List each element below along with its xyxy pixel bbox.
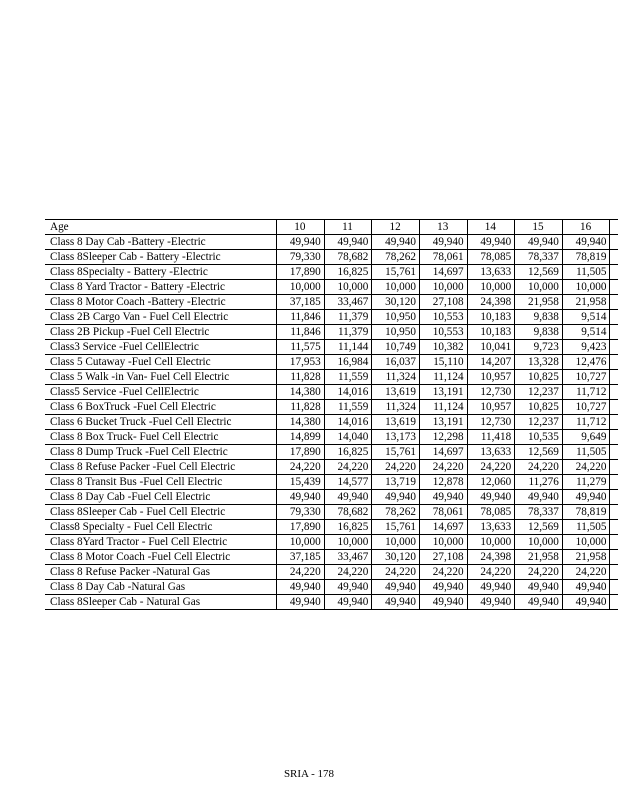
value-cell: 49,940 (324, 580, 372, 595)
value-cell: 24,398 (467, 295, 515, 310)
value-cell: 49,940 (419, 235, 467, 250)
value-cell: 10,957 (467, 400, 515, 415)
value-cell: 49,940 (277, 595, 325, 610)
truncated-column (610, 415, 618, 430)
value-cell: 78,682 (324, 505, 372, 520)
table-row (45, 355, 618, 370)
value-cell: 49,940 (372, 235, 420, 250)
value-cell: 10,000 (467, 535, 515, 550)
value-cell: 9,514 (562, 325, 610, 340)
value-cell: 78,085 (467, 250, 515, 265)
value-cell: 78,061 (419, 250, 467, 265)
value-cell: 24,220 (515, 460, 563, 475)
value-cell: 24,220 (372, 565, 420, 580)
table-row (45, 385, 618, 400)
table-row (45, 430, 618, 445)
value-cell: 49,940 (467, 490, 515, 505)
value-cell: 24,220 (324, 460, 372, 475)
value-cell: 14,380 (277, 415, 325, 430)
value-cell: 10,000 (277, 280, 325, 295)
vehicle-age-table (45, 219, 618, 610)
vehicle-type-label: Class 8 Refuse Packer -Fuel Cell Electric (45, 460, 277, 475)
truncated-column (610, 595, 618, 610)
value-cell: 16,825 (324, 265, 372, 280)
value-cell: 37,185 (277, 550, 325, 565)
value-cell: 13,619 (372, 415, 420, 430)
value-cell: 49,940 (515, 580, 563, 595)
value-cell: 15,761 (372, 265, 420, 280)
truncated-column (610, 235, 618, 250)
value-cell: 49,940 (515, 490, 563, 505)
table-row (45, 580, 618, 595)
value-cell: 49,940 (277, 490, 325, 505)
value-cell: 49,940 (562, 235, 610, 250)
value-cell: 10,000 (324, 535, 372, 550)
value-cell: 16,825 (324, 445, 372, 460)
value-cell: 13,633 (467, 520, 515, 535)
table-row (45, 445, 618, 460)
value-cell: 24,220 (277, 460, 325, 475)
vehicle-type-label: Class 8 Day Cab -Natural Gas (45, 580, 277, 595)
truncated-column (610, 430, 618, 445)
value-cell: 11,828 (277, 400, 325, 415)
value-cell: 11,324 (372, 370, 420, 385)
value-cell: 78,262 (372, 505, 420, 520)
value-cell: 14,016 (324, 385, 372, 400)
truncated-column (610, 385, 618, 400)
value-cell: 13,328 (515, 355, 563, 370)
value-cell: 13,633 (467, 265, 515, 280)
vehicle-type-label: Class 8 Refuse Packer -Natural Gas (45, 565, 277, 580)
value-cell: 21,958 (562, 295, 610, 310)
vehicle-type-label: Class 8 Motor Coach -Battery -Electric (45, 295, 277, 310)
table-row (45, 235, 618, 250)
value-cell: 13,619 (372, 385, 420, 400)
value-cell: 14,380 (277, 385, 325, 400)
truncated-column (610, 340, 618, 355)
value-cell: 49,940 (324, 595, 372, 610)
truncated-column (610, 520, 618, 535)
value-cell: 17,890 (277, 445, 325, 460)
table-row (45, 535, 618, 550)
value-cell: 78,819 (562, 505, 610, 520)
value-cell: 37,185 (277, 295, 325, 310)
age-header-label: Age (45, 220, 277, 235)
table-row (45, 505, 618, 520)
value-cell: 14,697 (419, 520, 467, 535)
value-cell: 9,423 (562, 340, 610, 355)
value-cell: 49,940 (419, 490, 467, 505)
vehicle-type-label: Class 2B Cargo Van - Fuel Cell Electric (45, 310, 277, 325)
vehicle-type-label: Class 8 Transit Bus -Fuel Cell Electric (45, 475, 277, 490)
truncated-column (610, 355, 618, 370)
truncated-column (610, 475, 618, 490)
value-cell: 78,262 (372, 250, 420, 265)
table-row (45, 490, 618, 505)
value-cell: 15,110 (419, 355, 467, 370)
value-cell: 10,950 (372, 325, 420, 340)
value-cell: 11,846 (277, 310, 325, 325)
value-cell: 14,577 (324, 475, 372, 490)
truncated-column (610, 220, 618, 235)
value-cell: 15,761 (372, 445, 420, 460)
truncated-column (610, 295, 618, 310)
value-cell: 9,838 (515, 310, 563, 325)
vehicle-type-label: Class 8Specialty - Battery -Electric (45, 265, 277, 280)
table-row (45, 415, 618, 430)
value-cell: 11,324 (372, 400, 420, 415)
value-cell: 21,958 (515, 550, 563, 565)
value-cell: 10,553 (419, 325, 467, 340)
value-cell: 10,000 (467, 280, 515, 295)
value-cell: 16,037 (372, 355, 420, 370)
value-cell: 78,085 (467, 505, 515, 520)
value-cell: 14,207 (467, 355, 515, 370)
value-cell: 10,000 (277, 535, 325, 550)
value-cell: 12,569 (515, 265, 563, 280)
vehicle-type-label: Class 8Sleeper Cab - Battery -Electric (45, 250, 277, 265)
vehicle-type-label: Class 8 Day Cab -Fuel Cell Electric (45, 490, 277, 505)
value-cell: 11,505 (562, 265, 610, 280)
value-cell: 11,828 (277, 370, 325, 385)
vehicle-type-label: Class 5 Walk -in Van- Fuel Cell Electric (45, 370, 277, 385)
vehicle-type-label: Class3 Service -Fuel CellElectric (45, 340, 277, 355)
table-row (45, 475, 618, 490)
table-row (45, 520, 618, 535)
value-cell: 79,330 (277, 250, 325, 265)
value-cell: 10,000 (562, 280, 610, 295)
age-column-header: 14 (467, 220, 515, 235)
value-cell: 78,682 (324, 250, 372, 265)
value-cell: 27,108 (419, 550, 467, 565)
value-cell: 49,940 (467, 235, 515, 250)
truncated-column (610, 490, 618, 505)
value-cell: 11,559 (324, 370, 372, 385)
truncated-column (610, 250, 618, 265)
value-cell: 24,220 (562, 460, 610, 475)
value-cell: 12,730 (467, 385, 515, 400)
page-number: SRIA - 178 (283, 768, 335, 780)
value-cell: 10,825 (515, 400, 563, 415)
value-cell: 11,379 (324, 325, 372, 340)
truncated-column (610, 535, 618, 550)
table-row (45, 310, 618, 325)
value-cell: 11,846 (277, 325, 325, 340)
vehicle-type-label: Class 8 Yard Tractor - Battery -Electric (45, 280, 277, 295)
value-cell: 9,649 (562, 430, 610, 445)
table-row (45, 565, 618, 580)
value-cell: 11,124 (419, 400, 467, 415)
value-cell: 49,940 (324, 235, 372, 250)
value-cell: 49,940 (562, 490, 610, 505)
vehicle-type-label: Class 2B Pickup -Fuel Cell Electric (45, 325, 277, 340)
age-column-header: 10 (277, 220, 325, 235)
value-cell: 24,220 (372, 460, 420, 475)
value-cell: 78,337 (515, 505, 563, 520)
value-cell: 11,276 (515, 475, 563, 490)
value-cell: 10,000 (372, 280, 420, 295)
table-row (45, 295, 618, 310)
value-cell: 11,505 (562, 520, 610, 535)
value-cell: 33,467 (324, 295, 372, 310)
value-cell: 10,183 (467, 325, 515, 340)
truncated-column (610, 265, 618, 280)
value-cell: 10,000 (515, 280, 563, 295)
age-column-header: 11 (324, 220, 372, 235)
table-header-row (45, 220, 618, 235)
vehicle-type-label: Class 5 Cutaway -Fuel Cell Electric (45, 355, 277, 370)
value-cell: 10,000 (515, 535, 563, 550)
value-cell: 13,719 (372, 475, 420, 490)
value-cell: 11,559 (324, 400, 372, 415)
value-cell: 24,398 (467, 550, 515, 565)
value-cell: 17,890 (277, 265, 325, 280)
table-row (45, 325, 618, 340)
vehicle-type-label: Class 8 Dump Truck -Fuel Cell Electric (45, 445, 277, 460)
value-cell: 30,120 (372, 295, 420, 310)
value-cell: 24,220 (515, 565, 563, 580)
value-cell: 12,569 (515, 445, 563, 460)
value-cell: 24,220 (419, 460, 467, 475)
value-cell: 10,957 (467, 370, 515, 385)
value-cell: 49,940 (372, 490, 420, 505)
age-column-header: 16 (562, 220, 610, 235)
value-cell: 49,940 (419, 580, 467, 595)
value-cell: 10,000 (419, 280, 467, 295)
value-cell: 10,000 (562, 535, 610, 550)
value-cell: 12,060 (467, 475, 515, 490)
value-cell: 14,016 (324, 415, 372, 430)
vehicle-type-label: Class 8Sleeper Cab - Fuel Cell Electric (45, 505, 277, 520)
value-cell: 11,505 (562, 445, 610, 460)
value-cell: 78,061 (419, 505, 467, 520)
truncated-column (610, 310, 618, 325)
value-cell: 24,220 (562, 565, 610, 580)
value-cell: 10,950 (372, 310, 420, 325)
value-cell: 12,569 (515, 520, 563, 535)
value-cell: 10,382 (419, 340, 467, 355)
value-cell: 13,633 (467, 445, 515, 460)
age-column-header: 13 (419, 220, 467, 235)
table-row (45, 370, 618, 385)
value-cell: 21,958 (562, 550, 610, 565)
table-row (45, 265, 618, 280)
value-cell: 16,984 (324, 355, 372, 370)
value-cell: 9,838 (515, 325, 563, 340)
value-cell: 12,298 (419, 430, 467, 445)
value-cell: 78,337 (515, 250, 563, 265)
table-row (45, 550, 618, 565)
truncated-column (610, 550, 618, 565)
value-cell: 78,819 (562, 250, 610, 265)
value-cell: 10,000 (324, 280, 372, 295)
value-cell: 15,761 (372, 520, 420, 535)
value-cell: 13,191 (419, 415, 467, 430)
value-cell: 24,220 (467, 565, 515, 580)
value-cell: 14,697 (419, 445, 467, 460)
truncated-column (610, 400, 618, 415)
truncated-column (610, 460, 618, 475)
value-cell: 49,940 (324, 490, 372, 505)
value-cell: 10,825 (515, 370, 563, 385)
value-cell: 9,723 (515, 340, 563, 355)
value-cell: 11,712 (562, 385, 610, 400)
value-cell: 14,040 (324, 430, 372, 445)
value-cell: 10,183 (467, 310, 515, 325)
vehicle-type-label: Class5 Service -Fuel CellElectric (45, 385, 277, 400)
value-cell: 14,697 (419, 265, 467, 280)
truncated-column (610, 280, 618, 295)
value-cell: 49,940 (372, 580, 420, 595)
value-cell: 49,940 (515, 235, 563, 250)
value-cell: 16,825 (324, 520, 372, 535)
table-body (45, 220, 618, 610)
value-cell: 13,191 (419, 385, 467, 400)
value-cell: 13,173 (372, 430, 420, 445)
vehicle-type-label: Class8 Specialty - Fuel Cell Electric (45, 520, 277, 535)
value-cell: 10,000 (419, 535, 467, 550)
table-row (45, 340, 618, 355)
vehicle-type-label: Class 6 BoxTruck -Fuel Cell Electric (45, 400, 277, 415)
value-cell: 49,940 (419, 595, 467, 610)
value-cell: 12,476 (562, 355, 610, 370)
value-cell: 11,575 (277, 340, 325, 355)
vehicle-type-label: Class 8Yard Tractor - Fuel Cell Electric (45, 535, 277, 550)
truncated-column (610, 580, 618, 595)
vehicle-type-label: Class 8 Box Truck- Fuel Cell Electric (45, 430, 277, 445)
value-cell: 27,108 (419, 295, 467, 310)
truncated-column (610, 565, 618, 580)
value-cell: 11,279 (562, 475, 610, 490)
table-row (45, 400, 618, 415)
value-cell: 17,890 (277, 520, 325, 535)
value-cell: 11,379 (324, 310, 372, 325)
value-cell: 17,953 (277, 355, 325, 370)
value-cell: 49,940 (372, 595, 420, 610)
table-row (45, 595, 618, 610)
value-cell: 24,220 (277, 565, 325, 580)
value-cell: 30,120 (372, 550, 420, 565)
truncated-column (610, 325, 618, 340)
truncated-column (610, 505, 618, 520)
value-cell: 49,940 (467, 595, 515, 610)
value-cell: 24,220 (467, 460, 515, 475)
value-cell: 21,958 (515, 295, 563, 310)
vehicle-type-label: Class 6 Bucket Truck -Fuel Cell Electric (45, 415, 277, 430)
table-row (45, 460, 618, 475)
value-cell: 11,418 (467, 430, 515, 445)
value-cell: 9,514 (562, 310, 610, 325)
value-cell: 12,878 (419, 475, 467, 490)
table-row (45, 280, 618, 295)
value-cell: 24,220 (419, 565, 467, 580)
value-cell: 14,899 (277, 430, 325, 445)
value-cell: 11,712 (562, 415, 610, 430)
value-cell: 15,439 (277, 475, 325, 490)
vehicle-type-label: Class 8Sleeper Cab - Natural Gas (45, 595, 277, 610)
value-cell: 33,467 (324, 550, 372, 565)
value-cell: 49,940 (467, 580, 515, 595)
value-cell: 10,727 (562, 400, 610, 415)
value-cell: 12,237 (515, 385, 563, 400)
value-cell: 10,000 (372, 535, 420, 550)
value-cell: 79,330 (277, 505, 325, 520)
truncated-column (610, 370, 618, 385)
vehicle-type-label: Class 8 Day Cab -Battery -Electric (45, 235, 277, 250)
value-cell: 11,124 (419, 370, 467, 385)
value-cell: 12,237 (515, 415, 563, 430)
value-cell: 10,749 (372, 340, 420, 355)
value-cell: 10,535 (515, 430, 563, 445)
value-cell: 10,553 (419, 310, 467, 325)
value-cell: 12,730 (467, 415, 515, 430)
vehicle-type-label: Class 8 Motor Coach -Fuel Cell Electric (45, 550, 277, 565)
table-row (45, 250, 618, 265)
value-cell: 49,940 (562, 595, 610, 610)
value-cell: 49,940 (515, 595, 563, 610)
age-column-header: 15 (515, 220, 563, 235)
value-cell: 10,727 (562, 370, 610, 385)
truncated-column (610, 445, 618, 460)
value-cell: 49,940 (277, 580, 325, 595)
value-cell: 49,940 (277, 235, 325, 250)
value-cell: 49,940 (562, 580, 610, 595)
value-cell: 11,144 (324, 340, 372, 355)
value-cell: 24,220 (324, 565, 372, 580)
value-cell: 10,041 (467, 340, 515, 355)
age-column-header: 12 (372, 220, 420, 235)
